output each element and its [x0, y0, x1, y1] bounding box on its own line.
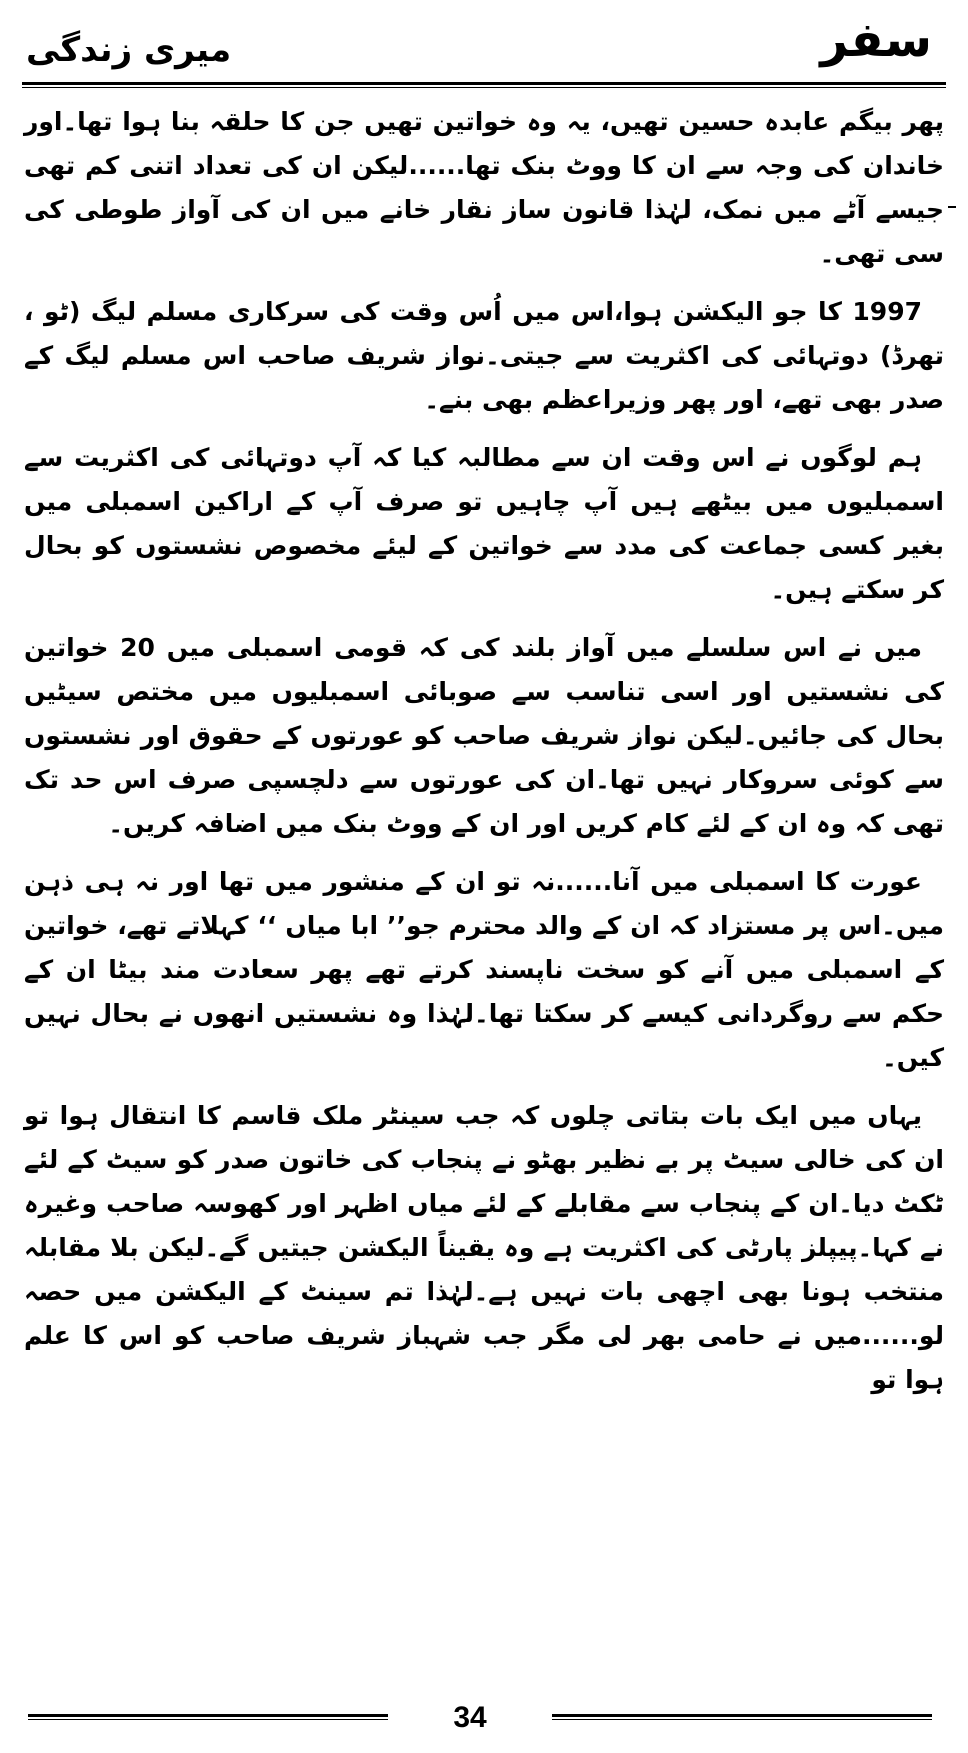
footer-rule-right-thin — [552, 1719, 932, 1720]
paragraph: عورت کا اسمبلی میں آنا......نہ تو ان کے منشور میں تھا اور نہ ہی ذہن میں۔اس پر مستزاد کہ ان کے والد محترم جو’’ ابا میاں ‘‘ کہلاتے تھے، خواتین کے اسمبلی میں آنے کو سخت ناپسند کرتے تھے پھر سعادت مند بیٹا ان کے حکم سے روگردانی کیسے کر سکتا تھا۔لہٰذا وہ نشستیں انھوں نے بحال نہیں کیں۔ — [24, 867, 944, 1072]
page-number: 34 — [453, 1701, 487, 1734]
paragraph: یہاں میں ایک بات بتاتی چلوں کہ جب سینٹر ملک قاسم کا انتقال ہوا تو ان کی خالی سیٹ پر بے نظیر بھٹو نے پنجاب کی خاتون صدر کو سیٹ کے لئے ٹکٹ دیا۔ان کے پنجاب سے مقابلے کے لئے میاں اظہر اور کھوسہ صاحب وغیرہ نے کہا۔پیپلز پارٹی کی اکثریت ہے وہ یقیناً الیکشن جیتیں گے۔لیکن بلا مقابلہ منتخب ہونا بھی اچھی بات نہیں ہے۔لہٰذا تم سینٹ کے الیکشن میں حصہ لو......میں نے حامی بھر لی مگر جب شہباز شریف صاحب کو اس کا علم ہوا تو — [24, 1101, 944, 1394]
paragraph: ہم لوگوں نے اس وقت ان سے مطالبہ کیا کہ آپ دوتہائی کی اکثریت سے اسمبلیوں میں بیٹھے ہیں آپ چاہیں تو صرف آپ کے اراکین اسمبلی میں بغیر کسی جماعت کی مدد سے خواتین کے لیئے مخصوص نشستوں کو بحال کر سکتے ہیں۔ — [24, 443, 944, 604]
body-text — [24, 100, 944, 1416]
header-rule — [22, 82, 946, 85]
footer-rule-right — [552, 1714, 932, 1717]
book-title: سفر — [820, 12, 932, 68]
footer-rule-left-thin — [28, 1719, 388, 1720]
paragraph: 1997 کا جو الیکشن ہوا،اس میں اُس وقت کی سرکاری مسلم لیگ (ٹو ، تھرڈ) دوتہائی کی اکثریت سے جیتی۔نواز شریف صاحب اس مسلم لیگ کے صدر بھی تھے، اور پھر وزیراعظم بھی بنے۔ — [24, 297, 944, 414]
margin-mark — [948, 206, 956, 208]
footer-rule-left — [28, 1714, 388, 1717]
header-rule-thin — [22, 87, 946, 88]
paragraph: میں نے اس سلسلے میں آواز بلند کی کہ قومی اسمبلی میں 20 خواتین کی نشستیں اور اسی تناسب سے صوبائی اسمبلیوں میں مختص سیٹیں بحال کی جائیں۔لیکن نواز شریف صاحب کو عورتوں کے حقوق اور نشستوں سے کوئی سروکار نہیں تھا۔ان کی عورتوں سے دلچسپی صرف اس حد تک تھی کہ وہ ان کے لئے کام کریں اور ان کے ووٹ بنک میں اضافہ کریں۔ — [24, 633, 944, 838]
section-title: میری زندگی — [26, 30, 232, 70]
paragraph: پھر بیگم عابدہ حسین تھیں، یہ وہ خواتین تھیں جن کا حلقہ بنا ہوا تھا۔اور خاندان کی وجہ سے ان کا ووٹ بنک تھا......لیکن ان کی تعداد اتنی کم تھی جیسے آٹے میں نمک، لہٰذا قانون ساز نقار خانے میں ان کی آواز طوطی کی سی تھی۔ — [24, 107, 944, 268]
page-header — [18, 10, 950, 82]
page-footer — [0, 1700, 968, 1748]
